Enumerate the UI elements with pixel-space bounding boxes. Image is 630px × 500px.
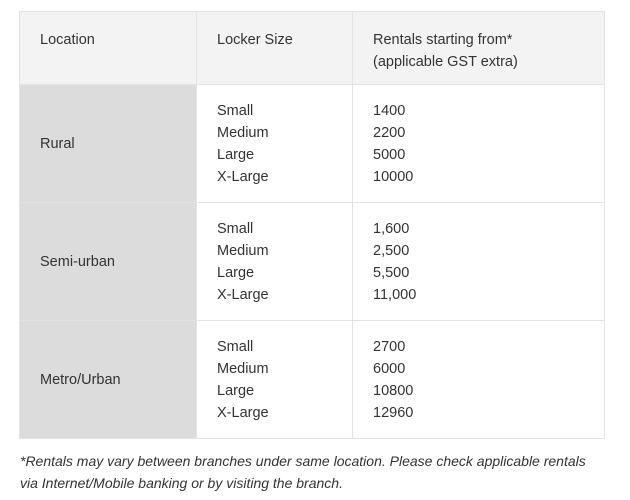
locker-size-cell: [197, 321, 353, 439]
location-cell: Rural: [20, 85, 197, 203]
footnote-line: via Internet/Mobile banking or by visiting the branch.: [20, 475, 343, 491]
table-row-semi-urban: [20, 203, 605, 321]
size-item: Small: [217, 103, 254, 119]
size-item: Medium: [217, 125, 269, 141]
locker-size-cell: [197, 203, 353, 321]
header-rentals-note: (applicable GST extra): [373, 54, 518, 70]
size-item: Medium: [217, 243, 269, 259]
size-item: X-Large: [217, 287, 269, 303]
rental-cell: [353, 321, 605, 439]
table-header-row: [20, 12, 605, 85]
locker-size-cell: [197, 85, 353, 203]
rental-footnote: [20, 450, 610, 494]
size-item: Large: [217, 147, 255, 163]
size-item: Small: [217, 221, 254, 237]
header-location: [20, 12, 197, 85]
rental-cell: [353, 85, 605, 203]
location-cell: Semi-urban: [20, 203, 197, 321]
rental-value: 2200: [373, 125, 406, 141]
size-item: Medium: [217, 361, 269, 377]
rental-value: 11,000: [373, 287, 417, 303]
header-location-label: Location: [40, 32, 95, 48]
header-rentals-label: Rentals starting from*: [373, 32, 513, 48]
rental-value: 10800: [373, 383, 414, 399]
rental-value: 2700: [373, 339, 406, 355]
rental-cell: [353, 203, 605, 321]
header-locker-size-label: Locker Size: [217, 32, 293, 48]
table-row-metro-urban: [20, 321, 605, 439]
size-item: Large: [217, 383, 255, 399]
size-item: Small: [217, 339, 254, 355]
rental-value: 5,500: [373, 265, 410, 281]
location-cell: Metro/Urban: [20, 321, 197, 439]
rental-value: 1,600: [373, 221, 410, 237]
table-row-rural: [20, 85, 605, 203]
rental-value: 5000: [373, 147, 406, 163]
locker-rental-table-container: [19, 11, 604, 439]
size-item: Large: [217, 265, 255, 281]
footnote-line: *Rentals may vary between branches under same location. Please check applicable rentals: [20, 453, 586, 469]
rental-value: 6000: [373, 361, 406, 377]
rental-value: 12960: [373, 405, 414, 421]
locker-rental-table: [19, 11, 605, 439]
size-item: X-Large: [217, 405, 269, 421]
header-rentals: [353, 12, 605, 85]
header-locker-size: [197, 12, 353, 85]
rental-value: 2,500: [373, 243, 410, 259]
rental-value: 10000: [373, 169, 414, 185]
rental-value: 1400: [373, 103, 406, 119]
size-item: X-Large: [217, 169, 269, 185]
